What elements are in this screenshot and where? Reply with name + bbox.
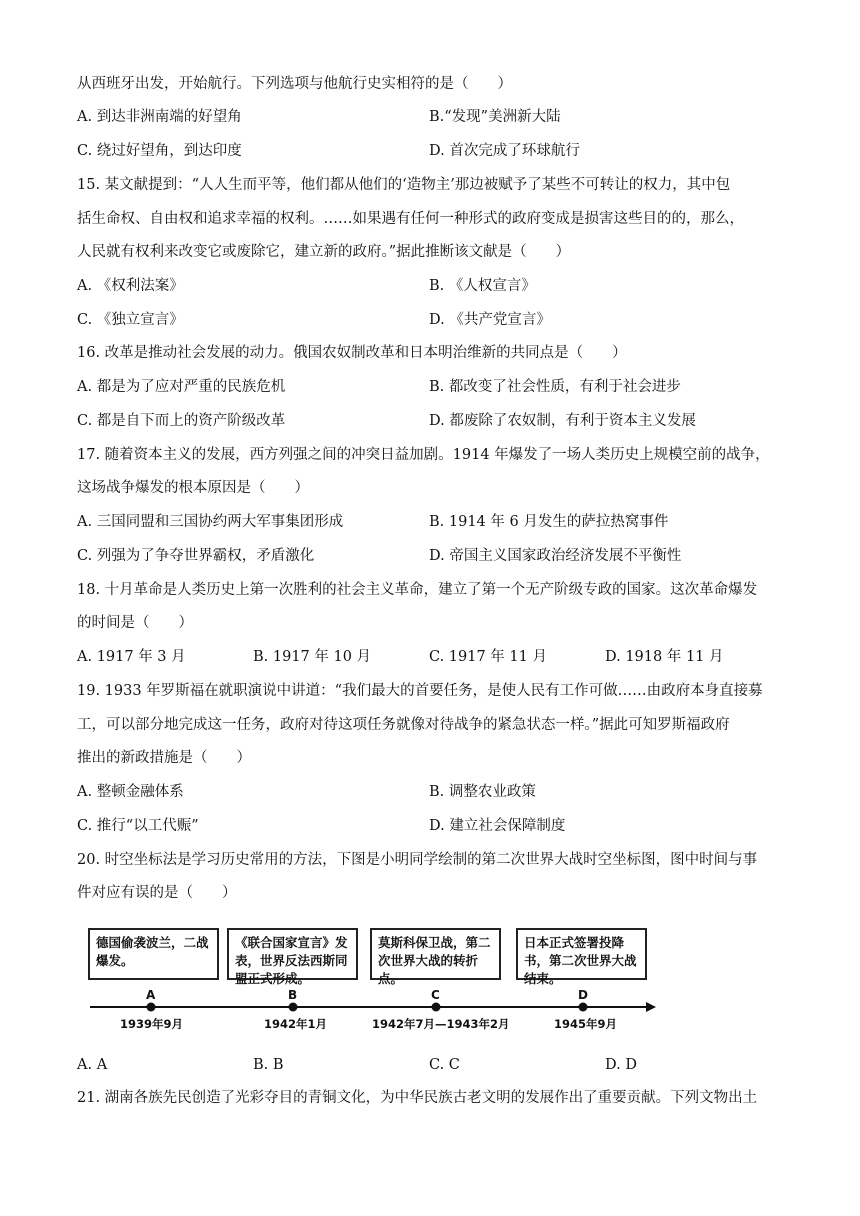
q20-stem-line2: 件对应有误的是（ ） [77, 885, 237, 901]
q14-option-a: A. 到达非洲南端的好望角 [77, 109, 242, 125]
q14-option-d: D. 首次完成了环球航行 [429, 143, 580, 159]
q18-stem-line1: 18. 十月革命是人类历史上第一次胜利的社会主义革命，建立了第一个无产阶级专政的国家。这次革命爆发 [77, 582, 758, 598]
q18-stem-line2: 的时间是（ ） [77, 615, 193, 631]
q15-option-b: B. 《人权宣言》 [429, 278, 536, 294]
q17-stem-line1: 17. 随着资本主义的发展，西方列强之间的冲突日益加剧。1914 年爆发了一场人类历史上规模空前的战争， [77, 447, 770, 463]
timeline-label-b: B [288, 988, 298, 1002]
q16-option-b: B. 都改变了社会性质，有利于社会进步 [429, 379, 681, 395]
q15-option-d: D. 《共产党宣言》 [429, 312, 551, 328]
q21-stem: 21. 湖南各族先民创造了光彩夺目的青铜文化，为中华民族古老文明的发展作出了重要贡献。下列文物出土 [77, 1090, 758, 1106]
q17-option-c: C. 列强为了争夺世界霸权，矛盾激化 [77, 548, 315, 564]
q17-option-b: B. 1914 年 6 月发生的萨拉热窝事件 [429, 514, 669, 530]
timeline-date-d: 1945年9月 [554, 1017, 618, 1031]
q19-stem-line1: 19. 1933 年罗斯福在就职演说中讲道：“我们最大的首要任务，是使人民有工作可做……由政府本身直接募 [77, 683, 763, 699]
timeline-event-d-box: 日本正式签署投降书，第二次世界大战结束。 [516, 928, 647, 980]
q19-option-d: D. 建立社会保障制度 [429, 818, 566, 834]
q15-option-c: C. 《独立宣言》 [77, 312, 184, 328]
q17-stem-line2: 这场战争爆发的根本原因是（ ） [77, 480, 309, 496]
q16-stem: 16. 改革是推动社会发展的动力。俄国农奴制改革和日本明治维新的共同点是（ ） [77, 345, 627, 361]
timeline-date-c: 1942年7月—1943年2月 [372, 1017, 510, 1031]
q17-option-a: A. 三国同盟和三国协约两大军事集团形成 [77, 514, 344, 530]
q20-option-b: B. B [253, 1057, 284, 1073]
timeline-date-b: 1942年1月 [264, 1017, 328, 1031]
q19-option-b: B. 调整农业政策 [429, 784, 536, 800]
q16-option-a: A. 都是为了应对严重的民族危机 [77, 379, 286, 395]
q19-stem-line3: 推出的新政措施是（ ） [77, 750, 251, 766]
q20-option-a: A. A [77, 1057, 108, 1073]
q16-option-d: D. 都废除了农奴制，有利于资本主义发展 [429, 413, 696, 429]
q14-stem-tail: 从西班牙出发，开始航行。下列选项与他航行史实相符的是（ ） [77, 76, 512, 92]
timeline-label-d: D [578, 988, 588, 1002]
q19-option-a: A. 整顿金融体系 [77, 784, 184, 800]
q19-option-c: C. 推行“以工代赈” [77, 818, 199, 834]
q14-option-c: C. 绕过好望角，到达印度 [77, 143, 242, 159]
q18-option-d: D. 1918 年 11 月 [605, 649, 724, 665]
q19-stem-line2: 工，可以部分地完成这一任务，政府对待这项任务就像对待战争的紧急状态一样。”据此可知罗斯福政府 [77, 717, 730, 733]
timeline-event-b-box: 《联合国家宣言》发表，世界反法西斯同盟正式形成。 [227, 928, 358, 980]
q20-stem-line1: 20. 时空坐标法是学习历史常用的方法，下图是小明同学绘制的第二次世界大战时空坐标图，图中时间与事 [77, 852, 758, 868]
q15-stem-line1: 15. 某文献提到：“人人生而平等，他们都从他们的‘造物主’那边被赋予了某些不可转让的权力，其中包 [77, 177, 731, 193]
timeline-date-a: 1939年9月 [120, 1017, 184, 1031]
timeline-figure [80, 920, 660, 1040]
timeline-label-a: A [146, 988, 156, 1002]
q18-option-c: C. 1917 年 11 月 [429, 649, 547, 665]
q15-stem-line3: 人民就有权利来改变它或废除它，建立新的政府。”据此推断该文献是（ ） [77, 244, 571, 260]
timeline-event-c-box: 莫斯科保卫战，第二次世界大战的转折点。 [370, 928, 501, 980]
q14-option-b: B.“发现”美洲新大陆 [429, 109, 561, 125]
q15-option-a: A. 《权利法案》 [77, 278, 184, 294]
q17-option-d: D. 帝国主义国家政治经济发展不平衡性 [429, 548, 682, 564]
q18-option-a: A. 1917 年 3 月 [77, 649, 186, 665]
q18-option-b: B. 1917 年 10 月 [253, 649, 372, 665]
q16-option-c: C. 都是自下而上的资产阶级改革 [77, 413, 286, 429]
q20-option-d: D. D [605, 1057, 637, 1073]
q15-stem-line2: 括生命权、自由权和追求幸福的权利。……如果遇有任何一种形式的政府变成是损害这些目的的，那么， [77, 211, 744, 227]
timeline-label-c: C [431, 988, 440, 1002]
q20-option-c: C. C [429, 1057, 460, 1073]
timeline-event-a-box: 德国偷袭波兰，二战爆发。 [88, 928, 219, 980]
